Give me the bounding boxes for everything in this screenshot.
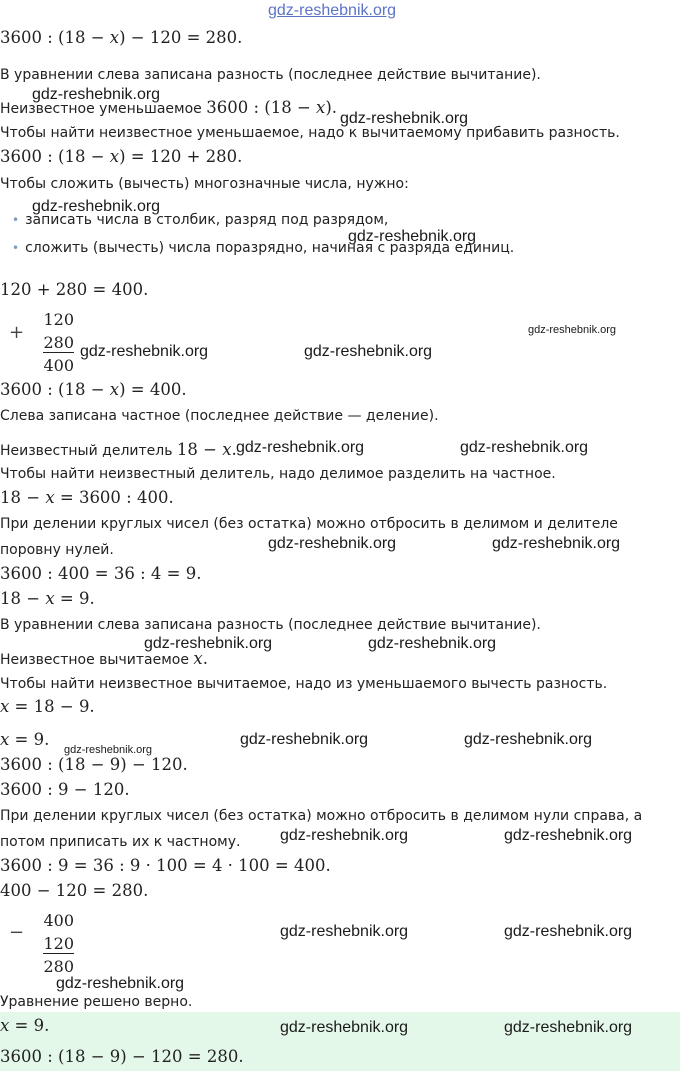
answer-line: x = 9. <box>0 1016 50 1035</box>
column-add-b: 280 <box>43 333 74 352</box>
watermark: gdz-reshebnik.org <box>280 1019 409 1036</box>
watermark-top[interactable]: gdz-reshebnik.org <box>268 2 397 19</box>
watermark: gdz-reshebnik.org <box>144 635 273 652</box>
explanation-text: Чтобы найти неизвестное вычитаемое, надо из уменьшаемого вычесть разность. <box>0 676 608 692</box>
watermark: gdz-reshebnik.org <box>80 343 209 360</box>
explanation-text: Чтобы найти неизвестное уменьшаемое, надо к вычитаемому прибавить разность. <box>0 125 620 141</box>
bullet-dot-icon: • <box>12 213 20 227</box>
equation-line: 400 − 120 = 280. <box>0 881 149 900</box>
column-sub-a: 400 <box>43 911 74 930</box>
watermark: gdz-reshebnik.org <box>504 1019 633 1036</box>
watermark: gdz-reshebnik.org <box>460 439 589 456</box>
explanation-text: Неизвестный делитель 18 − x. <box>0 440 237 459</box>
column-add-sign: + <box>9 322 25 343</box>
equation-line: 18 − x = 9. <box>0 589 95 608</box>
explanation-text: В уравнении слева записана разность (последнее действие вычитание). <box>0 67 541 83</box>
equation-line: 120 + 280 = 400. <box>0 280 149 299</box>
bullet-dot-icon: • <box>12 241 20 255</box>
watermark: gdz-reshebnik.org <box>268 535 397 552</box>
bullet-item: • сложить (вычесть) числа поразрядно, начиная с разряда единиц. <box>12 240 515 256</box>
equation-line: x = 9. <box>0 730 50 749</box>
bullet-item: • записать числа в столбик, разряд под разрядом, <box>12 212 389 228</box>
explanation-text: Чтобы найти неизвестный делитель, надо делимое разделить на частное. <box>0 466 556 482</box>
watermark: gdz-reshebnik.org <box>240 731 369 748</box>
watermark: gdz-reshebnik.org <box>304 343 433 360</box>
explanation-text: Чтобы сложить (вычесть) многозначные числа, нужно: <box>0 176 409 192</box>
answer-check-line: 3600 : (18 − 9) − 120 = 280. <box>0 1047 244 1066</box>
watermark: gdz-reshebnik.org <box>236 439 365 456</box>
watermark: gdz-reshebnik.org <box>280 923 409 940</box>
watermark: gdz-reshebnik.org <box>280 827 409 844</box>
column-sub-b: 120 <box>43 934 74 953</box>
equation-line: 3600 : (18 − 9) − 120. <box>0 755 188 774</box>
equation-line: 3600 : 9 − 120. <box>0 780 130 799</box>
explanation-text: Неизвестное вычитаемое x. <box>0 649 208 668</box>
explanation-text: Слева записана частное (последнее действие — деление). <box>0 408 439 424</box>
watermark: gdz-reshebnik.org <box>464 731 593 748</box>
column-add-a: 120 <box>43 310 74 329</box>
column-sub-result: 280 <box>43 957 74 976</box>
watermark: gdz-reshebnik.org <box>492 535 621 552</box>
equation-line: 3600 : 400 = 36 : 4 = 9. <box>0 564 202 583</box>
explanation-text: поровну нулей. <box>0 542 114 558</box>
watermark: gdz-reshebnik.org <box>32 86 161 103</box>
watermark: gdz-reshebnik.org <box>504 827 633 844</box>
equation-line: 18 − x = 3600 : 400. <box>0 488 174 507</box>
equation-line: 3600 : (18 − x) − 120 = 280. <box>0 28 243 47</box>
equation-line: 3600 : 9 = 36 : 9 · 100 = 4 · 100 = 400. <box>0 856 331 875</box>
explanation-text: Неизвестное уменьшаемое 3600 : (18 − x). <box>0 98 338 117</box>
column-sub-sign: − <box>9 922 25 943</box>
equation-line: 3600 : (18 − x) = 120 + 280. <box>0 147 243 166</box>
watermark: gdz-reshebnik.org <box>64 744 153 756</box>
watermark: gdz-reshebnik.org <box>368 635 497 652</box>
explanation-text: При делении круглых чисел (без остатка) можно отбросить в делимом и делителе <box>0 516 618 532</box>
equation-line: x = 18 − 9. <box>0 697 95 716</box>
equation-line: 3600 : (18 − x) = 400. <box>0 380 187 399</box>
explanation-text: Уравнение решено верно. <box>0 994 193 1010</box>
explanation-text: потом приписать их к частному. <box>0 834 241 850</box>
watermark: gdz-reshebnik.org <box>340 110 469 127</box>
watermark: gdz-reshebnik.org <box>32 198 161 215</box>
watermark: gdz-reshebnik.org <box>56 975 185 992</box>
explanation-text: В уравнении слева записана разность (последнее действие вычитание). <box>0 617 541 633</box>
watermark: gdz-reshebnik.org <box>504 923 633 940</box>
watermark: gdz-reshebnik.org <box>348 228 477 245</box>
explanation-text: При делении круглых чисел (без остатка) можно отбросить в делимом нули справа, а <box>0 808 643 824</box>
column-add-result: 400 <box>43 356 74 375</box>
watermark: gdz-reshebnik.org <box>528 324 617 336</box>
